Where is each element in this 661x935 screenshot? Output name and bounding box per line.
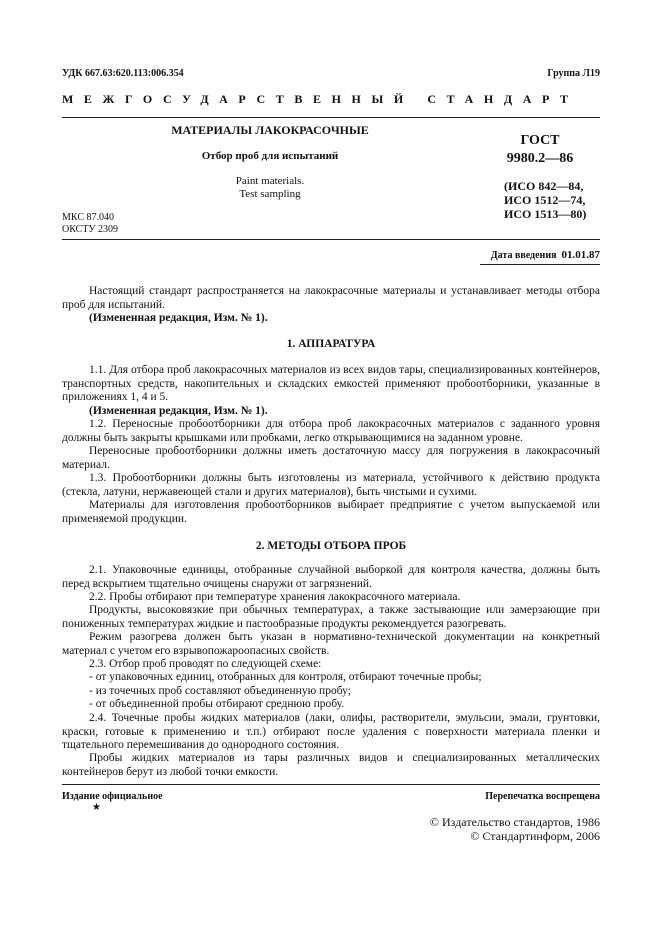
paragraph-1-3b: Материалы для изготовления пробоотборников выбирает предприятие с учетом выпускаемой или применяемой продукции. [62,499,600,525]
copyright-2: © Стандартинформ, 2006 [470,829,600,843]
footer-divider [62,784,600,785]
gost-label: ГОСТ [520,133,560,148]
paragraph-2-2b: Продукты, высоковязкие при обычных температурах, а также застывающие или замерзающие при пониженных температурах жидкие и пастообразные продукты рекомендуется разогревать. [62,604,600,630]
section-1-title: 1. АППАРАТУРА [286,338,376,350]
list-item: - из точечных проб составляют объединенную пробу; [89,685,351,697]
paragraph-1-2: 1.2. Переносные пробоотборники для отбора проб лакокрасочных материалов с заданного уровня должны быть закрыты крышками или пробками, легко открывающимися на заданном уровне. [62,418,600,444]
english-title-1: Paint materials. [235,175,305,187]
intro-date-rule [480,264,600,265]
intro-date-label: Дата введения [490,250,557,261]
reprint-prohibited: Перепечатка воспрещена [485,791,600,802]
paragraph-2-2c: Режим разогрева должен быть указан в нормативно-технической документации на конкретный материал с учетом его взрывопожароопасных свойств. [62,631,600,657]
udk-code: УДК 667.63:620.113:006.354 [62,68,184,79]
list-item: - от объединенной пробы отбирают среднюю пробу. [89,698,345,710]
intro-paragraph: Настоящий стандарт распространяется на лакокрасочные материалы и устанавливает методы отбора проб для испытаний. [62,285,600,311]
amendment-note: (Измененная редакция, Изм. № 1). [89,405,268,417]
paragraph-1-1: 1.1. Для отбора проб лакокрасочных материалов из всех видов тары, специализированных контейнеров, транспортных средств, накопительных и складских емкостей применяют пробоотборники, указанные в приложениях 1, 4 и 5. [62,364,600,403]
standard-banner: МЕЖГОСУДАРСТВЕННЫЙ СТАНДАРТ [62,92,579,106]
amendment-note: (Измененная редакция, Изм. № 1). [89,312,268,324]
iso-ref-3: ИСО 1513—80) [504,207,587,221]
official-edition: Издание официальное [62,791,163,802]
copyright-1: © Издательство стандартов, 1986 [429,815,600,829]
mks-code: МКС 87.040 [62,212,114,223]
group-code: Группа Л19 [547,68,600,79]
intro-date-line [491,249,600,262]
okstu-code: ОКСТУ 2309 [62,224,119,235]
header-divider [62,117,600,118]
iso-ref-1: (ИСО 842—84, [504,179,584,193]
gost-number: 9980.2—86 [506,151,574,166]
document-subtitle: Отбор проб для испытаний [201,150,339,162]
star-icon: ★ [92,802,101,813]
document-title: МАТЕРИАЛЫ ЛАКОКРАСОЧНЫЕ [171,123,369,137]
section-2-title: 2. МЕТОДЫ ОТБОРА ПРОБ [255,540,407,552]
paragraph-2-1: 2.1. Упаковочные единицы, отобранные случайной выборкой для контроля качества, должны быть перед вскрытием тщательно очищены снаружи от загрязнений. [62,564,600,590]
paragraph-2-4b: Пробы жидких материалов из тары различных видов и специализированных металлических контейнеров берут из любой точки емкости. [62,752,600,778]
paragraph-2-4: 2.4. Точечные пробы жидких материалов (лаки, олифы, растворители, эмульсии, эмали, грунтовки, краски, готовые к применению и т.п.) отбирают после удаления с поверхности материала пленки и тщательного перемешивания до однородного состояния. [62,712,600,751]
paragraph-1-3: 1.3. Пробоотборники должны быть изготовлены из материала, устойчивого к действию продукта (стекла, латуни, нержавеющей стали и других материалов), быть чистыми и сухими. [62,472,600,498]
intro-date-value: 01.01.87 [561,249,600,261]
english-title-2: Test sampling [239,188,301,200]
paragraph-2-2: 2.2. Пробы отбирают при температуре хранения лакокрасочного материала. [89,591,461,603]
list-item: - от упаковочных единиц, отобранных для контроля, отбирают точечные пробы; [89,671,482,683]
paragraph-1-2b: Переносные пробоотборники должны иметь достаточную массу для погружения в лакокрасочный материал. [62,445,600,471]
iso-ref-2: ИСО 1512—74, [504,193,586,207]
paragraph-2-3: 2.3. Отбор проб проводят по следующей схеме: [89,658,322,670]
title-divider [62,239,600,240]
